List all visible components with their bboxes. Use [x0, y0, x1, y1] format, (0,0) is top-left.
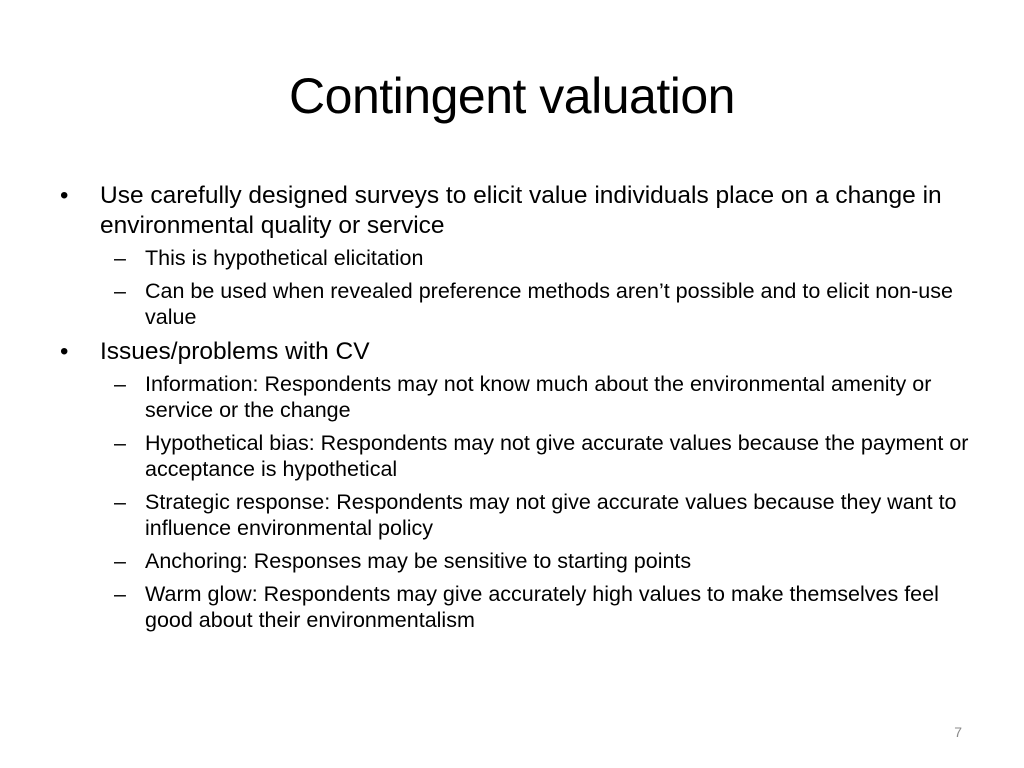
dash-icon: – [114, 279, 126, 303]
bullet-icon: • [60, 182, 69, 209]
dash-icon: – [114, 582, 126, 606]
dash-icon: – [114, 490, 126, 514]
dash-icon: – [114, 246, 126, 270]
sub-item [60, 245, 972, 271]
dash-icon: – [114, 431, 126, 455]
dash-icon: – [114, 372, 126, 396]
bullet-item-1-text: Use carefully designed surveys to elicit value individuals place on a change in environmental quality or service [100, 182, 942, 239]
sub-item-text: This is hypothetical elicitation [145, 246, 424, 270]
sub-item [60, 278, 972, 330]
dash-icon: – [114, 549, 126, 573]
sub-item-text: Can be used when revealed preference methods aren’t possible and to elicit non-use value [145, 279, 953, 329]
bullet-icon: • [60, 338, 69, 365]
sub-item [60, 371, 972, 423]
sub-item [60, 430, 972, 482]
sub-item-text: Hypothetical bias: Respondents may not give accurate values because the payment or acceptance is hypothetical [145, 431, 969, 481]
sub-list-1 [60, 245, 972, 330]
bullet-item-2 [60, 337, 972, 367]
slide-body [60, 181, 972, 640]
sub-item [60, 489, 972, 541]
sub-item-text: Strategic response: Respondents may not give accurate values because they want to influence environmental policy [145, 490, 957, 540]
sub-item [60, 548, 972, 574]
slide-title: Contingent valuation [289, 68, 735, 124]
sub-item-text: Warm glow: Respondents may give accurately high values to make themselves feel good about their environmentalism [145, 582, 939, 632]
sub-item [60, 581, 972, 633]
sub-item-text: Anchoring: Responses may be sensitive to starting points [145, 549, 692, 573]
sub-list-2 [60, 371, 972, 633]
page-number: 7 [954, 724, 962, 740]
bullet-item-2-text: Issues/problems with CV [100, 338, 370, 365]
sub-item-text: Information: Respondents may not know much about the environmental amenity or service or the change [145, 372, 932, 422]
bullet-item-1 [60, 181, 972, 241]
